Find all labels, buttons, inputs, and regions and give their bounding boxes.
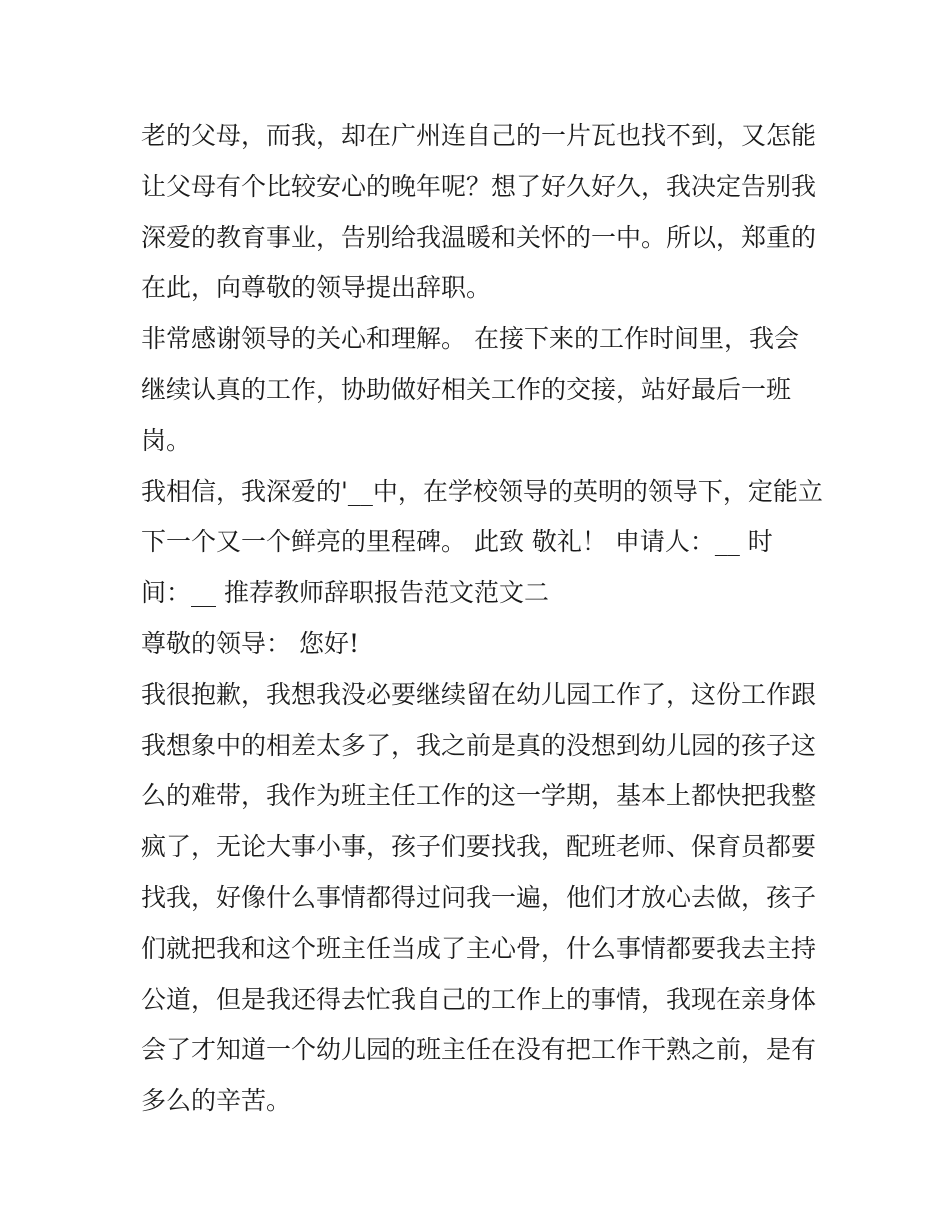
text-line: 深爱的教育事业，告别给我温暖和关怀的一中。所以，郑重的 xyxy=(141,222,817,252)
text-line: 在此，向尊敬的领导提出辞职。 xyxy=(141,273,492,303)
text-line: 非常感谢领导的关心和理解。 在接下来的工作时间里，我会 xyxy=(141,324,799,354)
text-line: 会了才知道一个幼儿园的班主任在没有把工作干熟之前，是有 xyxy=(141,1035,817,1065)
text-line: 间：__ 推荐教师辞职报告范文范文二 xyxy=(141,578,549,608)
text-line: 岗。 xyxy=(141,425,192,455)
text-line: 我相信，我深爱的'__中，在学校领导的英明的领导下，定能立 xyxy=(141,476,823,506)
text-line: 们就把我和这个班主任当成了主心骨，什么事情都要我去主持 xyxy=(141,933,817,963)
text-line: 找我，好像什么事情都得过问我一遍，他们才放心去做，孩子 xyxy=(141,882,817,912)
text-line: 多么的辛苦。 xyxy=(141,1086,292,1116)
text-line: 我很抱歉，我想我没必要继续留在幼儿园工作了，这份工作跟 xyxy=(141,679,817,709)
text-line: 尊敬的领导： 您好! xyxy=(141,628,359,658)
text-line: 我想象中的相差太多了，我之前是真的没想到幼儿园的孩子这 xyxy=(141,730,817,760)
text-line: 让父母有个比较安心的晚年呢？想了好久好久，我决定告别我 xyxy=(141,171,817,201)
text-line: 疯了，无论大事小事，孩子们要找我，配班老师、保育员都要 xyxy=(141,832,817,862)
text-line: 公道，但是我还得去忙我自己的工作上的事情，我现在亲身体 xyxy=(141,984,817,1014)
text-line: 继续认真的工作，协助做好相关工作的交接，站好最后一班 xyxy=(141,374,792,404)
text-line: 下一个又一个鲜亮的里程碑。 此致 敬礼！ 申请人：__ 时 xyxy=(141,527,773,557)
document-body xyxy=(141,111,821,1127)
text-line: 么的难带，我作为班主任工作的这一学期，基本上都快把我整 xyxy=(141,781,817,811)
text-line: 老的父母，而我，却在广州连自己的一片瓦也找不到，又怎能 xyxy=(141,121,817,150)
